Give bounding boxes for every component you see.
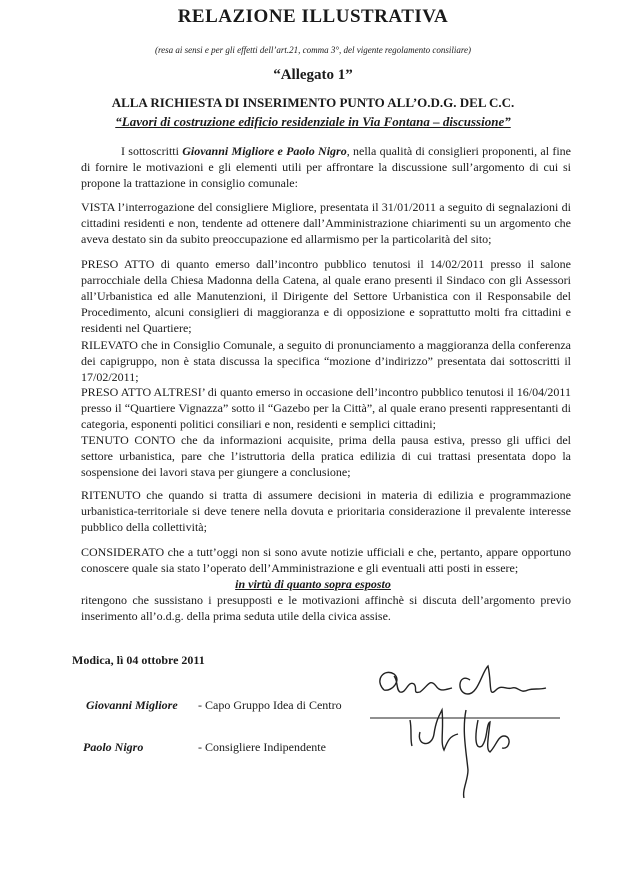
- intro-text-a: I sottoscritti: [121, 144, 183, 158]
- paragraph-vista: VISTA l’interrogazione del consigliere Migliore, presentata il 31/01/2011 a seguito di segnalazioni di cittadini residenti e non, tendente ad ottenere dall’Amministrazione chiarimenti su un argomento che aveva destato sin da subito preoccupazione ed allarmismo per la particolarità del sito;: [81, 200, 571, 246]
- subject-line: “Lavori di costruzione edificio residenziale in Via Fontana – discussione”: [115, 114, 511, 129]
- signer-name: Giovanni Migliore: [86, 698, 178, 712]
- paragraph-ritenuto: RITENUTO che quando si tratta di assumere decisioni in materia di edilizia e programmazione urbanistica-territoriale si deve tenere nella dovuta e prioritaria considerazione il prevalente interesse pubblico della collettività;: [81, 488, 571, 534]
- virtu-line: in virtù di quanto sopra esposto: [235, 577, 391, 591]
- intro-text-b: , nella qualità di consiglieri proponenti, al fine di fornire le motivazioni e gli elementi utili per affrontare la discussione sull’argomento di cui si propone la trattazione in consiglio comunale:: [81, 144, 571, 190]
- date-line: Modica, lì 04 ottobre 2011: [72, 653, 205, 667]
- signer-role: - Capo Gruppo Idea di Centro: [198, 698, 342, 712]
- document-title: RELAZIONE ILLUSTRATIVA: [177, 6, 449, 27]
- request-heading: ALLA RICHIESTA DI INSERIMENTO PUNTO ALL’O.D.G. DEL C.C.: [111, 95, 515, 110]
- paragraph-preso-atto: PRESO ATTO di quanto emerso dall’incontro pubblico tenutosi il 14/02/2011 presso il salone parrocchiale della Chiesa Madonna della Catena, al quale erano presenti il Sindaco con gli Assessori all’Urbanistica ed alle Manutenzioni, il Dirigente del Settore Urbanistica con il Responsabile del Procedimento, alcuni consiglieri di maggioranza e di opposizione e soprattutto molti fra cittadini e residenti nel Quartiere;: [81, 257, 571, 335]
- intro-names: Giovanni Migliore e Paolo Nigro: [182, 144, 347, 158]
- intro-paragraph: [81, 143, 571, 191]
- signer-name: Paolo Nigro: [83, 740, 144, 754]
- handwritten-signatures: [370, 650, 570, 800]
- paragraph-considerato: CONSIDERATO che a tutt’oggi non si sono avute notizie ufficiali e che, pertanto, appare opportuno conoscere quale sia stato l’operato dell’Amministrazione e gli eventuali atti posti in essere;: [81, 545, 571, 575]
- paragraph-ritengono: ritengono che sussistano i presupposti e le motivazioni affinchè si discuta dell’argomento previo inserimento all’o.d.g. della prima seduta utile della civica assise.: [81, 593, 571, 623]
- attachment-label: “Allegato 1”: [273, 67, 353, 83]
- paragraph-tenuto-conto: TENUTO CONTO che da informazioni acquisite, prima della pausa estiva, presso gli uffici del settore urbanistica, pare che l’istruttoria della pratica edilizia di cui trattasi presentata dopo la sospensione dei lavori stava per giungere a conclusione;: [81, 433, 571, 479]
- paragraph-rilevato: RILEVATO che in Consiglio Comunale, a seguito di pronunciamento a maggioranza della conferenza dei capigruppo, non è stata discussa la specifica “mozione d’indirizzo” presentata dai sottoscritti il 17/02/2011;: [81, 338, 571, 384]
- document-subtitle: (resa ai sensi e per gli effetti dell’art.21, comma 3°, del vigente regolamento consiliare): [154, 45, 472, 55]
- signer-role: - Consigliere Indipendente: [198, 740, 326, 754]
- paragraph-preso-atto-altresi: PRESO ATTO ALTRESI’ di quanto emerso in occasione dell’incontro pubblico tenutosi il 16/04/2011 presso il “Quartiere Vignazza” sotto il “Gazebo per la Città”, al quale erano presenti rappresentanti di categoria, esponenti politici consiliari e non, residenti e semplici cittadini;: [81, 385, 571, 431]
